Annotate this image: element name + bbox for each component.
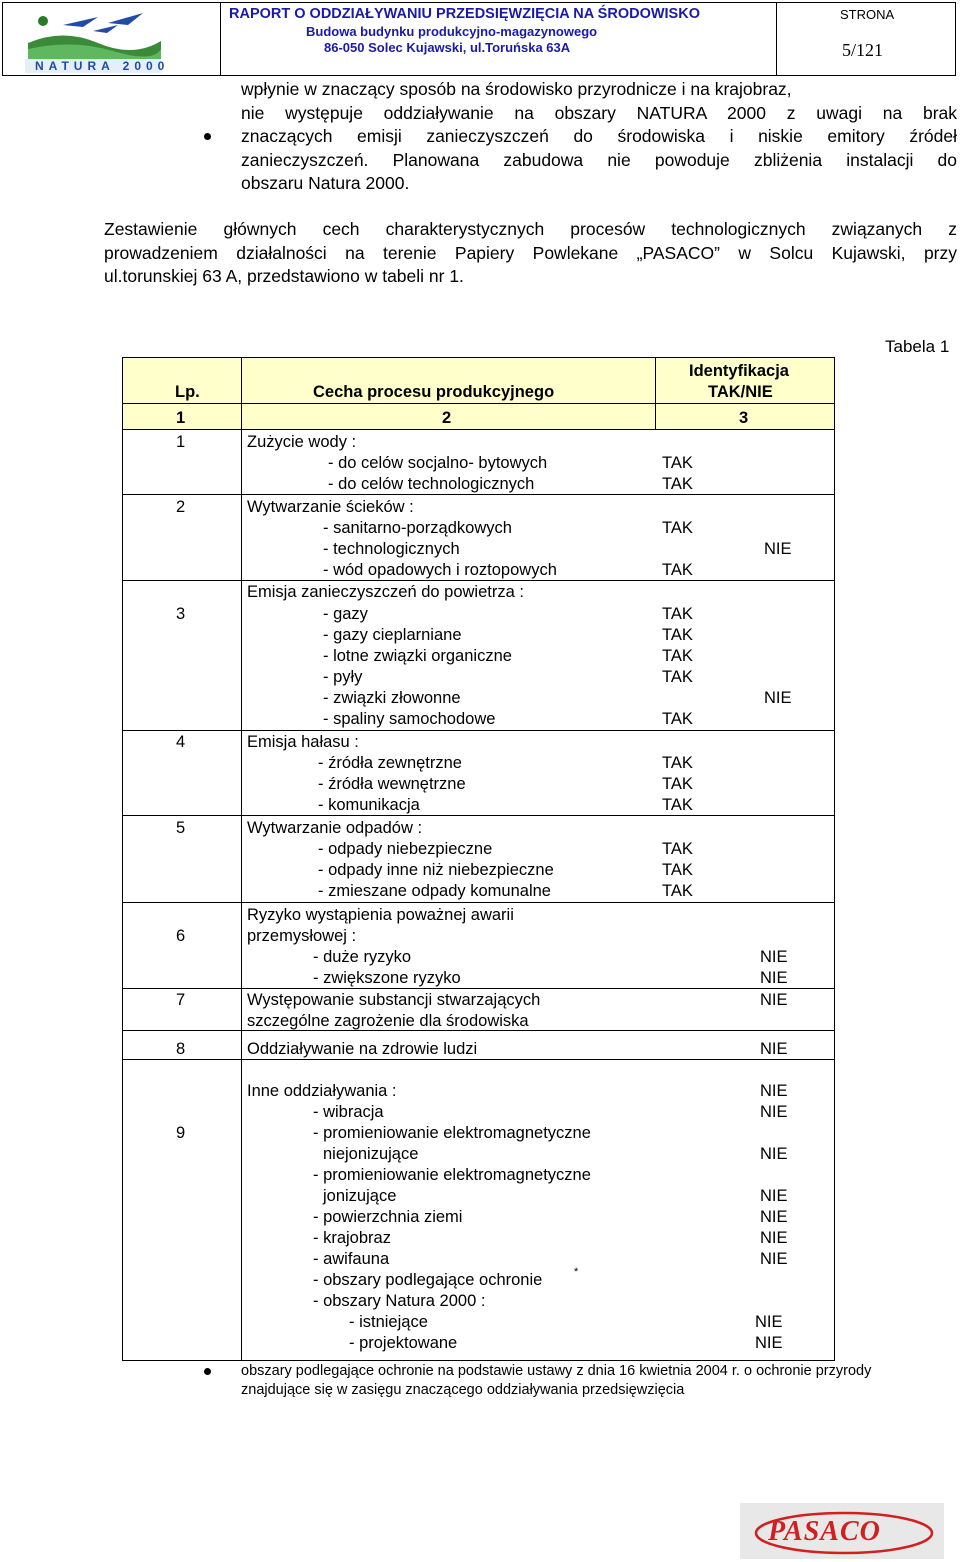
row-6-title: przemysłowej :: [247, 927, 357, 945]
page-number-block: [776, 3, 955, 75]
strona-label: STRONA: [840, 7, 895, 22]
row-5-item: - zmieszane odpady komunalne: [318, 882, 551, 900]
row-4-item: - źródła wewnętrzne: [318, 775, 466, 793]
header-cecha: Cecha procesu produkcyjnego: [313, 383, 555, 401]
row-9-item: - projektowane: [349, 1334, 458, 1352]
row-9-item: - awifauna: [313, 1250, 390, 1268]
text-line: wpłynie w znaczący sposób na środowisko przyrodnicze i na krajobraz,: [241, 79, 792, 99]
row-9-title: Inne oddziaływania :: [247, 1082, 397, 1100]
row-2-item: - wód opadowych i roztopowych: [323, 561, 557, 579]
row-8-value: NIE: [760, 1040, 788, 1058]
row-3-item: - lotne związki organiczne: [323, 647, 512, 665]
logo-text: NATURA 2000: [35, 59, 170, 73]
row-7-value: NIE: [760, 991, 788, 1009]
row-1-title: Zużycie wody :: [247, 433, 357, 451]
row-2-value: TAK: [662, 519, 693, 537]
row-9-value: NIE: [760, 1229, 788, 1247]
row-1-item: - do celów technologicznych: [328, 475, 535, 493]
row-9-lp: 9: [176, 1124, 186, 1142]
row-3-value: TAK: [662, 710, 693, 728]
row-9-item: - promieniowanie elektromagnetyczne: [313, 1166, 591, 1184]
row-9-value: NIE: [760, 1208, 788, 1226]
row-5-value: TAK: [662, 840, 693, 858]
row-3-value: TAK: [662, 605, 693, 623]
text-line: Zestawienie głównych cech charakterystycznych procesów technologicznych związanych z: [104, 219, 957, 239]
header-identyfikacja: Identyfikacja: [689, 362, 789, 380]
row-3-item: - spaliny samochodowe: [323, 710, 496, 728]
row-9-item: - obszary Natura 2000 :: [313, 1292, 486, 1310]
bullet-icon: [204, 1368, 211, 1375]
row-6-item: - zwiększone ryzyko: [313, 969, 461, 987]
footnote-line: obszary podlegające ochronie na podstawie ustawy z dnia 16 kwietnia 2004 r. o ochronie przyrody: [241, 1363, 872, 1379]
text-line: ul.torunskiej 63 A, przedstawiono w tabeli nr 1.: [104, 266, 464, 286]
row-9-value: NIE: [760, 1250, 788, 1268]
row-9-item: - wibracja: [313, 1103, 384, 1121]
row-4-value: TAK: [662, 775, 693, 793]
row-5-value: TAK: [662, 882, 693, 900]
row-1-item: - do celów socjalno- bytowych: [328, 454, 548, 472]
row-5-value: TAK: [662, 861, 693, 879]
row-3-item: - gazy cieplarniane: [323, 626, 462, 644]
row-3-value: TAK: [662, 647, 693, 665]
text-line: nie występuje oddziaływanie na obszary NATURA 2000 z uwagi na brak: [241, 102, 957, 123]
project-title: Budowa budynku produkcyjno-magazynowego: [306, 24, 598, 39]
row-7-title: Występowanie substancji stwarzających: [247, 991, 541, 1009]
row-5-lp: 5: [176, 819, 186, 837]
bullet-icon: [204, 133, 211, 140]
row-2-item: - sanitarno-porządkowych: [323, 519, 512, 537]
row-6-value: NIE: [760, 969, 788, 987]
row-4-lp: 4: [176, 733, 186, 751]
row-9-item: - obszary podlegające ochronie: [313, 1271, 543, 1289]
column-number-1: 1: [176, 409, 186, 427]
text-line: obszaru Natura 2000.: [241, 173, 410, 193]
column-number-2: 2: [442, 409, 452, 427]
row-3-item: - gazy: [323, 605, 368, 623]
row-4-value: TAK: [662, 754, 693, 772]
header-lp: Lp.: [175, 383, 200, 401]
intro-paragraph: [104, 218, 957, 289]
row-3-value: NIE: [764, 689, 792, 707]
characteristics-table-continued: [122, 1060, 835, 1361]
row-6-lp: 6: [176, 927, 186, 945]
row-7-title: szczególne zagrożenie dla środowiska: [247, 1012, 529, 1030]
text-line: zanieczyszczeń. Planowana zabudowa nie powoduje zbliżenia instalacji do: [241, 149, 957, 170]
row-4-title: Emisja hałasu :: [247, 733, 359, 751]
row-5-item: - odpady inne niż niebezpieczne: [318, 861, 554, 879]
row-2-item: - technologicznych: [323, 540, 460, 558]
row-9-item: jonizujące: [323, 1187, 397, 1205]
row-8-title: Oddziaływanie na zdrowie ludzi: [247, 1040, 478, 1058]
row-9-item: niejonizujące: [323, 1145, 419, 1163]
row-9-value: NIE: [755, 1313, 783, 1331]
project-address: 86-050 Solec Kujawski, ul.Toruńska 63A: [324, 40, 571, 55]
row-4-value: TAK: [662, 796, 693, 814]
row-9-item: - powierzchnia ziemi: [313, 1208, 463, 1226]
pasaco-logo: [740, 1503, 944, 1559]
row-9-item: - istniejące: [349, 1313, 428, 1331]
footnote-line: znajdujące się w zasięgu znaczącego oddziaływania przedsięwzięcia: [241, 1382, 685, 1398]
row-3-title: Emisja zanieczyszczeń do powietrza :: [247, 583, 524, 601]
row-9-value: NIE: [755, 1334, 783, 1352]
column-number-3: 3: [739, 409, 749, 427]
row-8-lp: 8: [176, 1040, 186, 1058]
row-9-item: - krajobraz: [313, 1229, 391, 1247]
row-2-value: TAK: [662, 561, 693, 579]
bullet-paragraph: [241, 78, 957, 196]
row-5-title: Wytwarzanie odpadów :: [247, 819, 423, 837]
row-4-item: - komunikacja: [318, 796, 420, 814]
row-2-title: Wytwarzanie ścieków :: [247, 498, 414, 516]
row-9-value: NIE: [760, 1145, 788, 1163]
row-5-item: - odpady niebezpieczne: [318, 840, 493, 858]
characteristics-table: [122, 357, 835, 1060]
pasaco-logo-text: PASACO: [768, 1516, 881, 1547]
row-1-value: TAK: [662, 454, 693, 472]
footnote: [241, 1362, 871, 1400]
row-3-item: - pyły: [323, 668, 363, 686]
row-3-value: TAK: [662, 626, 693, 644]
row-1-value: TAK: [662, 475, 693, 493]
row-6-value: NIE: [760, 948, 788, 966]
row-9-value: NIE: [760, 1082, 788, 1100]
row-2-value: NIE: [764, 540, 792, 558]
text-line: znaczących emisji zanieczyszczeń do środowiska i niskie emitory źródeł: [241, 126, 957, 146]
footnote-marker: *: [574, 1266, 579, 1278]
row-9-value: NIE: [760, 1187, 788, 1205]
row-2-lp: 2: [176, 498, 186, 516]
text-line: prowadzeniem działalności na terenie Papiery Powlekane „PASACO” w Solcu Kujawski, przy: [104, 242, 957, 263]
row-7-lp: 7: [176, 991, 186, 1009]
report-title: RAPORT O ODDZIAŁYWANIU PRZEDSIĘWZIĘCIA NA ŚRODOWISKO: [229, 6, 700, 22]
table-caption: Tabela 1: [885, 337, 950, 356]
header-title-block: [220, 3, 777, 75]
row-3-item: - związki złowonne: [323, 689, 461, 707]
row-1-lp: 1: [176, 433, 186, 451]
header-tak-nie: TAK/NIE: [708, 383, 773, 401]
natura-2000-logo: [3, 3, 221, 75]
row-3-value: TAK: [662, 668, 693, 686]
row-9-item: - promieniowanie elektromagnetyczne: [313, 1124, 591, 1142]
row-4-item: - źródła zewnętrzne: [318, 754, 462, 772]
page-number: 5/121: [842, 40, 884, 60]
row-6-title: Ryzyko wystąpienia poważnej awarii: [247, 906, 514, 924]
row-6-item: - duże ryzyko: [313, 948, 412, 966]
row-9-value: NIE: [760, 1103, 788, 1121]
page-header: [2, 2, 956, 76]
row-3-lp: 3: [176, 605, 186, 623]
